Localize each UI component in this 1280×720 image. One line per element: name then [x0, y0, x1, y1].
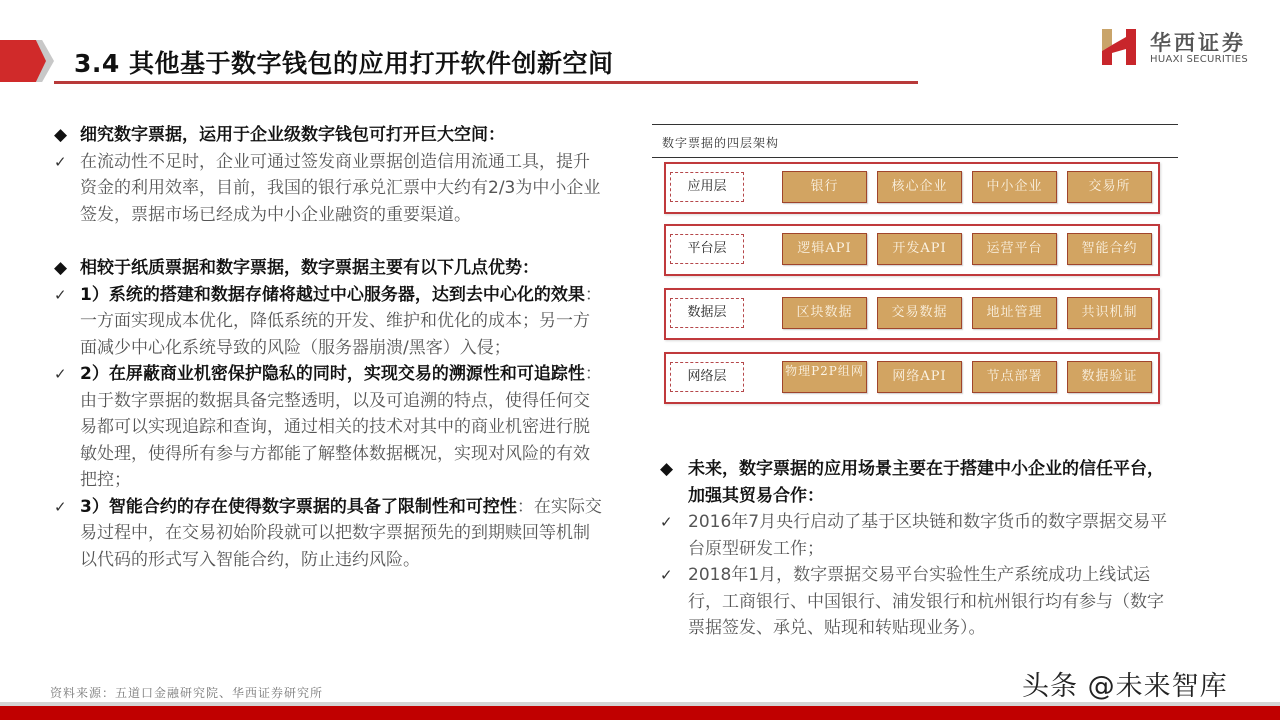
- list-item: ✓ 在流动性不足时，企业可通过签发商业票据创造信用流通工具，提升资金的利用效率，目前，我国的银行承兑汇票中大约有2/3为中小企业签发，票据市场已经成为中小企业融资的重要渠道。: [54, 149, 606, 229]
- list-item: ✓ 2）在屏蔽商业机密保护隐私的同时，实现交易的溯源性和可追踪性：由于数字票据的数据具备完整透明，以及可追溯的特点，使得任何交易都可以实现追踪和查询，通过相关的技术对其中的商业机密进行脱敏处理，使得所有参与方都能了解整体数据概况，实现对风险的有效把控；: [54, 361, 606, 494]
- layer-label: 应用层: [670, 172, 744, 202]
- list-item: ✓ 2016年7月央行启动了基于区块链和数字货币的数字票据交易平台原型研发工作；: [660, 509, 1180, 562]
- layer-cell: 共识机制: [1067, 297, 1152, 329]
- layer-cell: 开发API: [877, 233, 962, 265]
- left-content: [54, 122, 606, 573]
- section-heading: ◆ 相较于纸质票据和数字票据，数字票据主要有以下几点优势：: [54, 255, 606, 282]
- layer-cell: 核心企业: [877, 171, 962, 203]
- company-logo: [1100, 27, 1260, 71]
- check-bullet-icon: ✓: [54, 365, 67, 383]
- layer-cell: 运营平台: [972, 233, 1057, 265]
- section-heading: ◆ 细究数字票据，运用于企业级数字钱包可打开巨大空间：: [54, 122, 606, 149]
- title-underline: [54, 81, 918, 84]
- right-content: [660, 456, 1180, 642]
- layer-cell: 交易数据: [877, 297, 962, 329]
- diagram-title: 数字票据的四层架构: [662, 136, 780, 150]
- diamond-bullet-icon: ◆: [54, 125, 68, 145]
- layer-label: 数据层: [670, 298, 744, 328]
- layer-network: [664, 352, 1160, 404]
- check-bullet-icon: ✓: [660, 513, 673, 531]
- check-bullet-icon: ✓: [660, 566, 673, 584]
- check-bullet-icon: ✓: [54, 285, 67, 304]
- layer-cell: 地址管理: [972, 297, 1057, 329]
- layer-cell: 交易所: [1067, 171, 1152, 203]
- watermark: 头条 @未来智库: [1022, 671, 1228, 702]
- huaxi-logo-icon: [1100, 27, 1138, 67]
- diamond-bullet-icon: ◆: [54, 258, 68, 278]
- layer-label: 网络层: [670, 362, 744, 392]
- layer-cell: 中小企业: [972, 171, 1057, 203]
- footer-red-band: [0, 706, 1280, 720]
- list-item: ✓ 2018年1月，数字票据交易平台实验性生产系统成功上线试运行，工商银行、中国银行、浦发银行和杭州银行均有参与（数字票据签发、承兑、贴现和转贴现业务）。: [660, 562, 1180, 642]
- layer-cell: 智能合约: [1067, 233, 1152, 265]
- layer-cell: 节点部署: [972, 361, 1057, 393]
- layer-data: [664, 288, 1160, 340]
- layer-cell: 逻辑API: [782, 233, 867, 265]
- logo-name-cn: 华西证券: [1150, 30, 1246, 55]
- check-bullet-icon: ✓: [54, 152, 67, 171]
- layer-cell: 区块数据: [782, 297, 867, 329]
- layer-label: 平台层: [670, 234, 744, 264]
- diamond-bullet-icon: ◆: [660, 459, 674, 479]
- logo-name-en: HUAXI SECURITIES: [1150, 54, 1249, 65]
- list-item: ✓ 3）智能合约的存在使得数字票据的具备了限制性和可控性：在实际交易过程中，在交易初始阶段就可以把数字票据预先的到期赎回等机制以代码的形式写入智能合约，防止违约风险。: [54, 494, 606, 574]
- diagram-title-rule: [652, 157, 1178, 158]
- layer-cell: 网络API: [877, 361, 962, 393]
- layer-cell: 数据验证: [1067, 361, 1152, 393]
- check-bullet-icon: ✓: [54, 497, 67, 516]
- section-heading: ◆ 未来，数字票据的应用场景主要在于搭建中小企业的信任平台，加强其贸易合作：: [660, 456, 1180, 509]
- list-item: ✓ 1）系统的搭建和数据存储将越过中心服务器，达到去中心化的效果：一方面实现成本优化，降低系统的开发、维护和优化的成本；另一方面减少中心化系统导致的风险（服务器崩溃/黑客）入侵；: [54, 282, 606, 362]
- diagram-top-rule: [652, 124, 1178, 125]
- page-title: 3.4 其他基于数字钱包的应用打开软件创新空间: [74, 49, 614, 78]
- source-note: 资料来源：五道口金融研究院、华西证券研究所: [50, 686, 324, 700]
- layer-cell: 银行: [782, 171, 867, 203]
- layer-cell: 物理P2P组网: [782, 361, 867, 393]
- layer-platform: [664, 224, 1160, 276]
- four-layer-architecture-diagram: [652, 124, 1180, 414]
- layer-application: [664, 162, 1160, 214]
